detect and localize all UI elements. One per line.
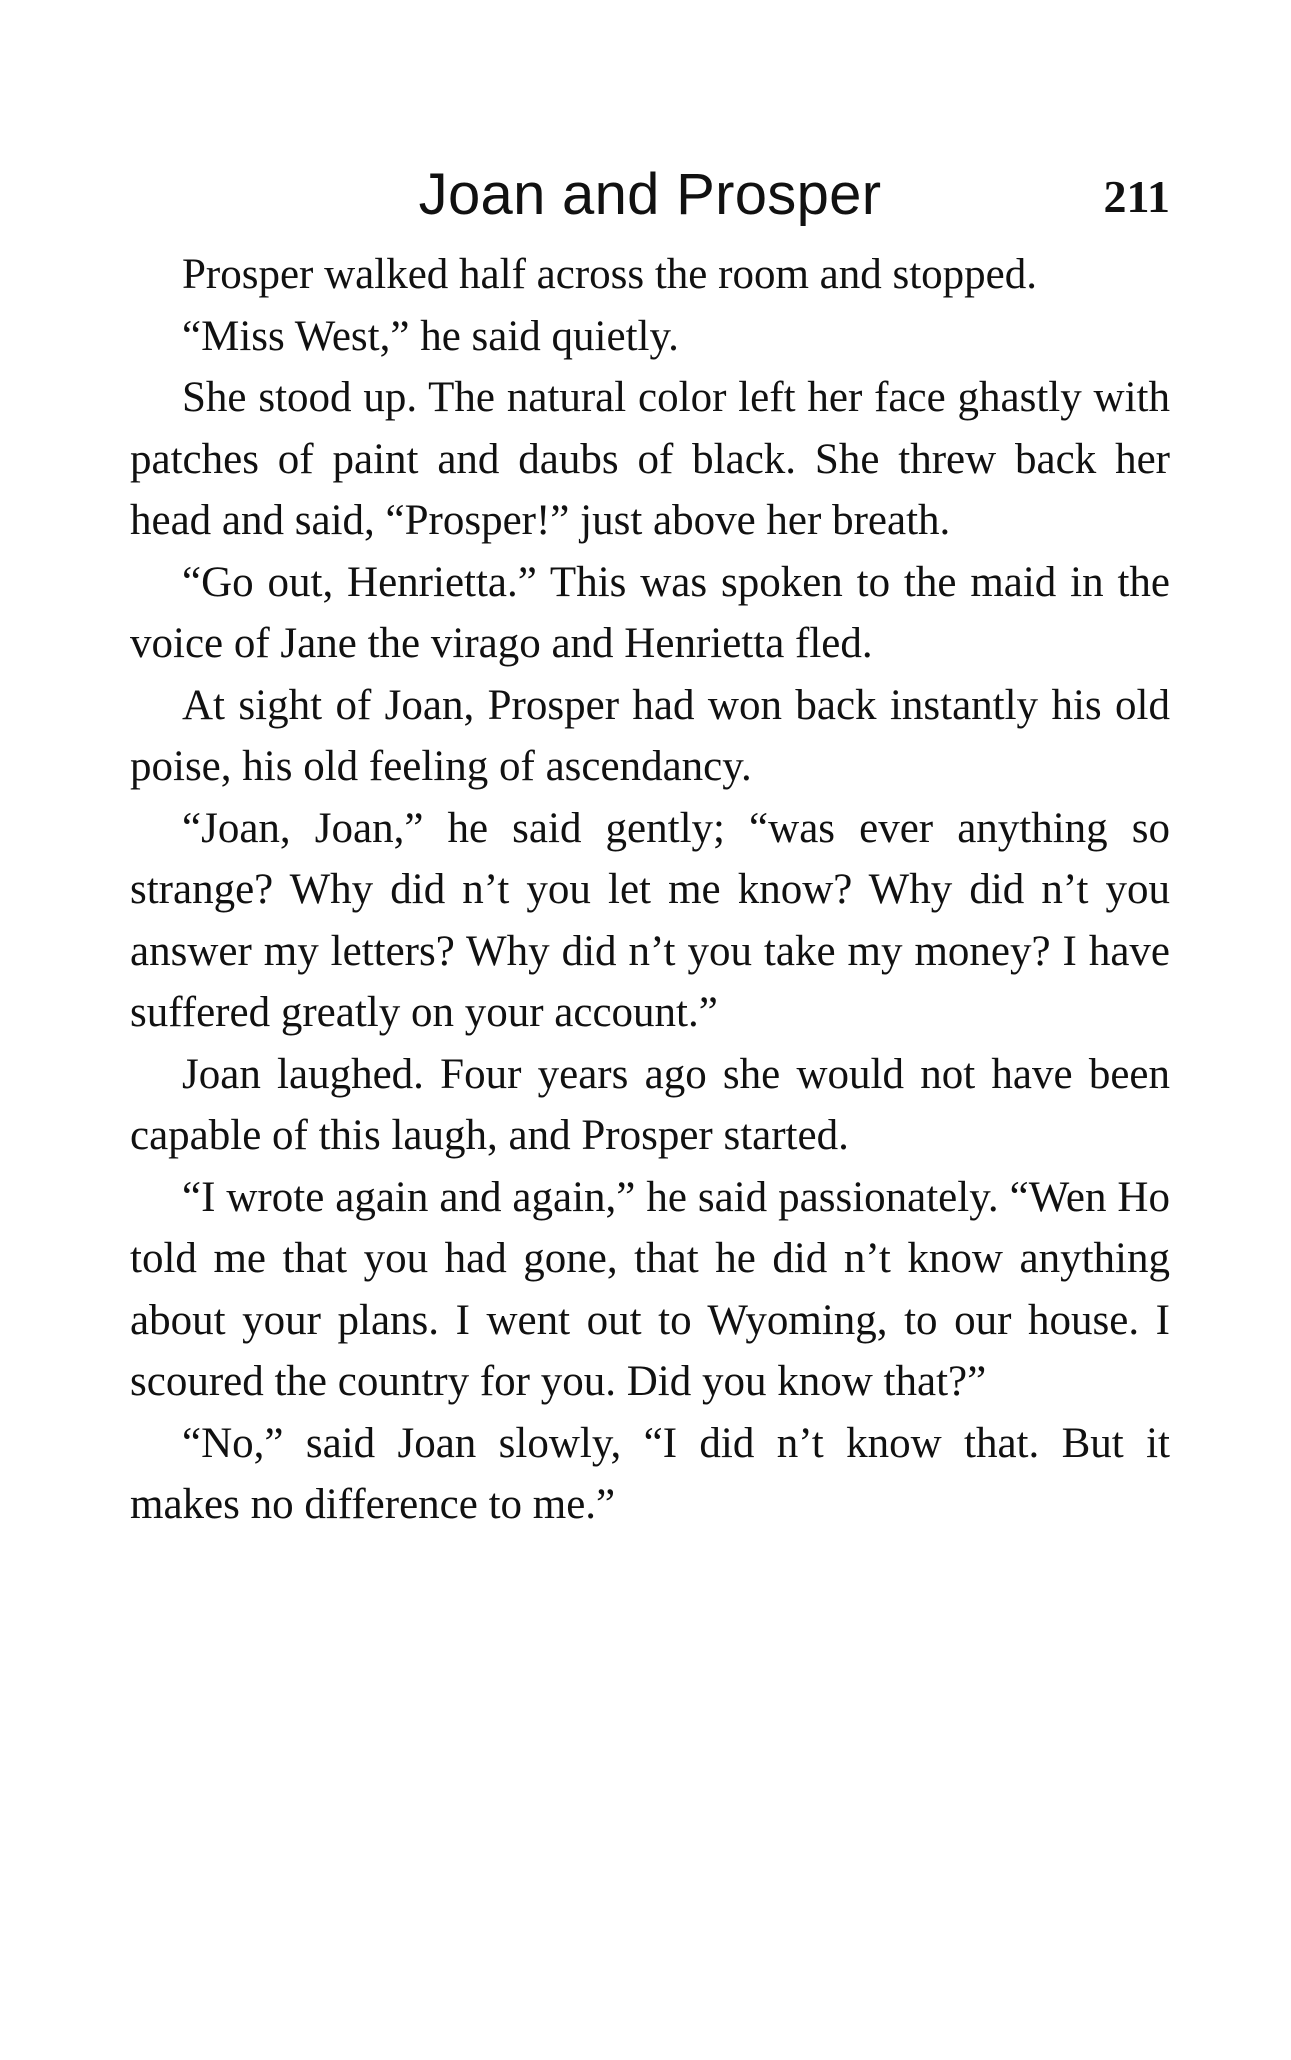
paragraph: She stood up. The natural color left her face ghastly with patches of paint and daubs of black. She threw back her head and said, “Prosper!” just above her breath. <box>130 374 1170 544</box>
body-text <box>130 244 1170 1536</box>
page-number: 211 <box>1103 171 1170 222</box>
paragraph: “No,” said Joan slowly, “I did n’t know that. But it makes no difference to me.” <box>130 1419 1170 1528</box>
paragraph: Prosper walked half across the room and stopped. <box>182 251 1038 298</box>
paragraph: At sight of Joan, Prosper had won back instantly his old poise, his old feeling of ascendancy. <box>130 681 1170 790</box>
paragraph: “Joan, Joan,” he said gently; “was ever anything so strange? Why did n’t you let me know? Why did n’t you answer my letters? Why did n’t you take my money? I have suffered greatly on your account.” <box>130 804 1170 1036</box>
running-title: Joan and Prosper <box>418 162 882 227</box>
running-head <box>130 160 1170 240</box>
paragraph: “Go out, Henrietta.” This was spoken to the maid in the voice of Jane the virago and Henrietta fled. <box>130 558 1170 667</box>
paragraph: “I wrote again and again,” he said passionately. “Wen Ho told me that you had gone, that he did n’t know anything about your plans. I went out to Wyoming, to our house. I scoured the country for you. Did you know that?” <box>130 1173 1170 1405</box>
paragraph: Joan laughed. Four years ago she would not have been capable of this laugh, and Prosper started. <box>130 1050 1170 1159</box>
paragraph: “Miss West,” he said quietly. <box>182 312 679 360</box>
